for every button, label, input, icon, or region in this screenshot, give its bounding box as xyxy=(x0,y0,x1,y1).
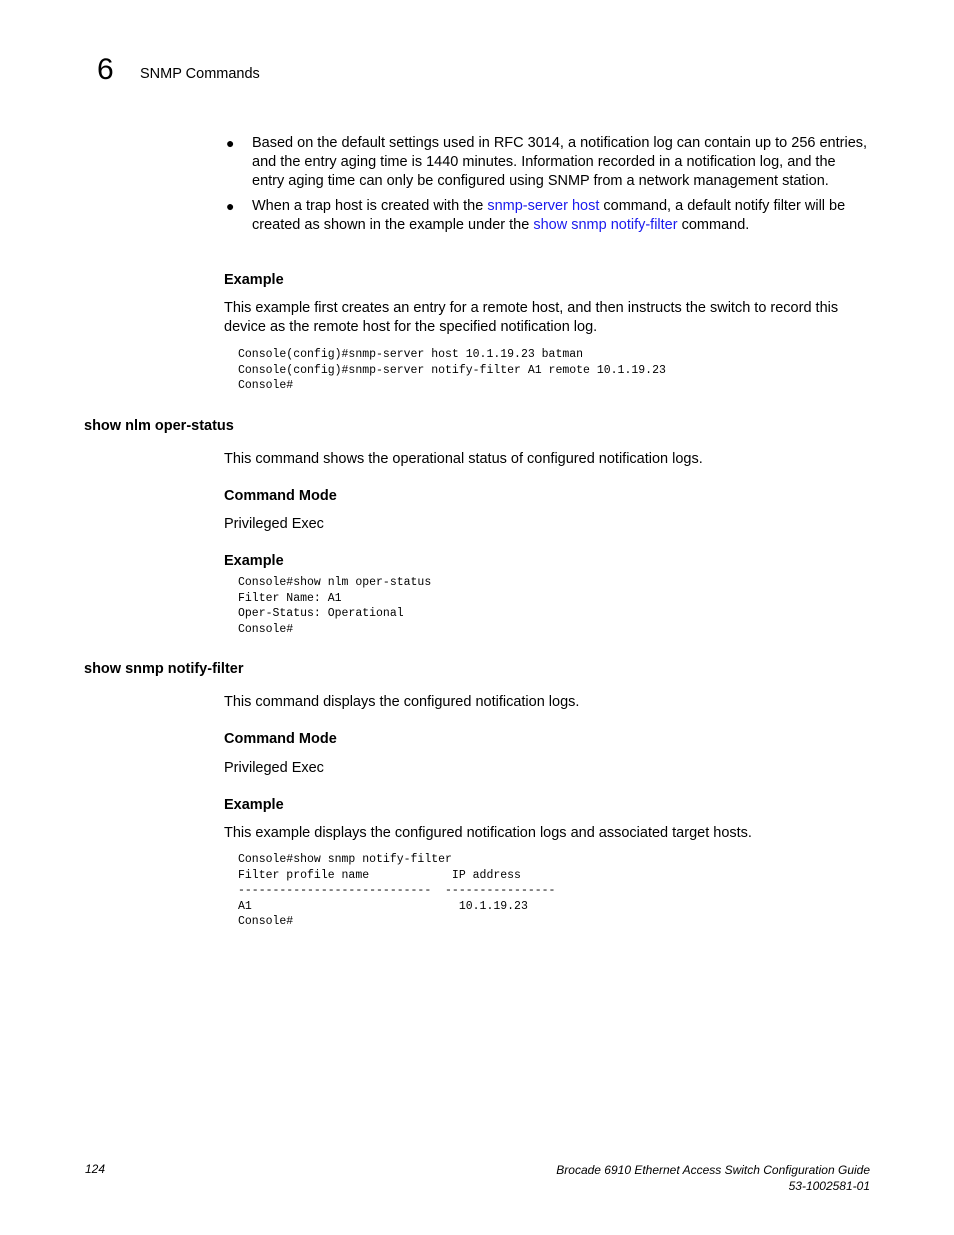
list-item xyxy=(224,134,869,191)
example-heading: Example xyxy=(224,797,284,813)
command-title: show snmp notify-filter xyxy=(84,661,244,677)
code-block: Console#show snmp notify-filter Filter profile name IP address ---------------------------- ---------------- A1 10.1.19.23 Console# xyxy=(238,853,556,929)
bullet-list xyxy=(224,134,869,241)
link-show-snmp-notify-filter[interactable]: show snmp notify-filter xyxy=(533,217,678,233)
command-description: This command shows the operational status of configured notification logs. xyxy=(224,451,703,467)
bullet-icon: ● xyxy=(226,135,235,151)
example-description: This example displays the configured notification logs and associated target hosts. xyxy=(224,825,752,841)
command-mode-heading: Command Mode xyxy=(224,731,337,747)
example-description: This example first creates an entry for a remote host, and then instructs the switch to record this device as the remote host for the specified notification log. xyxy=(224,300,839,335)
example-heading: Example xyxy=(224,272,284,288)
bullet-text-post: command. xyxy=(677,217,750,233)
command-mode-value: Privileged Exec xyxy=(224,760,324,776)
page-number: 124 xyxy=(85,1162,106,1176)
bullet-icon: ● xyxy=(226,198,235,214)
chapter-number: 6 xyxy=(97,53,114,86)
command-mode-heading: Command Mode xyxy=(224,488,337,504)
bullet-text-pre: When a trap host is created with the xyxy=(252,198,488,214)
code-block: Console(config)#snmp-server host 10.1.19.23 batman Console(config)#snmp-server notify-filter A1 remote 10.1.19.23 Console# xyxy=(238,348,666,393)
list-item xyxy=(224,197,869,235)
document-number: 53-1002581-01 xyxy=(788,1179,870,1193)
example-heading: Example xyxy=(224,553,284,569)
command-description: This command displays the configured notification logs. xyxy=(224,694,580,710)
command-title: show nlm oper-status xyxy=(84,418,234,434)
code-block: Console#show nlm oper-status Filter Name: A1 Oper-Status: Operational Console# xyxy=(238,576,432,636)
bullet-text-mid: command, a default notify filter will be created as shown in the example under the xyxy=(252,198,846,233)
chapter-title: SNMP Commands xyxy=(140,66,260,82)
document-title: Brocade 6910 Ethernet Access Switch Configuration Guide xyxy=(556,1163,870,1177)
footer-doc-info xyxy=(556,1162,870,1194)
bullet-text: Based on the default settings used in RFC 3014, a notification log can contain up to 256 entries, and the entry aging time is 1440 minutes. Information recorded in a notification log, and the entry aging time can only be configured using SNMP from a network management station. xyxy=(252,135,868,189)
command-mode-value: Privileged Exec xyxy=(224,516,324,532)
link-snmp-server-host[interactable]: snmp-server host xyxy=(487,198,600,214)
